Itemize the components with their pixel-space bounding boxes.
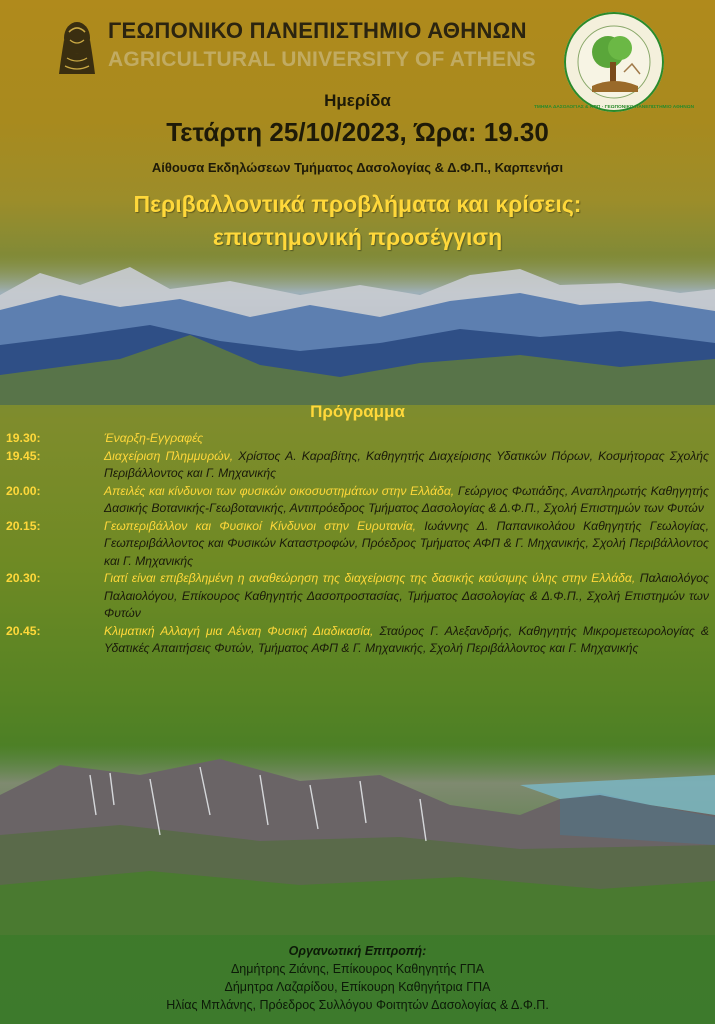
program-item [6, 570, 709, 623]
program-topic: Διαχείριση Πλημμυρών, [104, 448, 234, 463]
university-logo-icon [55, 18, 99, 76]
university-name-english: AGRICULTURAL UNIVERSITY OF ATHENS [108, 48, 536, 71]
event-title [0, 188, 715, 254]
program-time: 19.45: [6, 448, 41, 463]
program-topic: Γεωπεριβάλλον και Φυσικοί Κίνδυνοι στην Ευρυτανία, [104, 518, 417, 533]
program-time: 19.30: [6, 431, 41, 445]
committee-member: Δημήτρης Ζιάνης, Επίκουρος Καθηγητής ΓΠΑ [230, 962, 485, 976]
university-name-greek: ΓΕΩΠΟΝΙΚΟ ΠΑΝΕΠΙΣΤΗΜΙΟ ΑΘΗΝΩΝ [108, 18, 527, 43]
event-type: Ημερίδα [324, 91, 391, 110]
organizing-committee [0, 942, 715, 1014]
mountain-slope-image [0, 745, 715, 935]
committee-heading: Οργανωτική Επιτροπή: [288, 944, 427, 958]
program-topic: Κλιματική Αλλαγή μια Αέναη Φυσική Διαδικασία, [104, 623, 374, 638]
program-speaker: Γεώργιος Φωτιάδης, Αναπληρωτής Καθηγητής Δασικής Βοτανικής-Γεωβοτανικής, Αντιπρόεδρος Τμήματος Δασολογίας & Δ.Φ.Π., Σχολή Επιστημών των Φυτών [104, 483, 709, 515]
program-topic: Έναρξη-Εγγραφές [104, 431, 204, 445]
program-time: 20.15: [6, 518, 41, 533]
program-item [6, 430, 709, 448]
program-time: 20.45: [6, 623, 41, 638]
program-list [6, 430, 709, 658]
program-item [6, 483, 709, 518]
program-speaker: Ιωάννης Δ. Παπανικολάου Καθηγητής Γεωλογίας, Γεωπεριβάλλοντος και Φυσικών Καταστροφών, Πρόεδρος Τμήματος ΑΦΠ & Γ. Μηχανικής, Σχολή Περιβάλλοντος και Γ. Μηχανικής [104, 518, 709, 568]
program-item [6, 448, 709, 483]
program-speaker: Σταύρος Γ. Αλεξανδρής, Καθηγητής Μικρομετεωρολογίας & Υδατικές Απαιτήσεις Φυτών, Τμήματος ΑΦΠ & Γ. Μηχανικής, Σχολή Περιβάλλοντος και Γ. Μηχανικής [104, 623, 710, 655]
event-title-line-2: επιστημονική προσέγγιση [212, 224, 503, 250]
program-topic: Γιατί είναι επιβεβλημένη η αναθεώρηση της διαχείρισης της δασικής καύσιμης ύλης στην Ελλάδα, [104, 571, 636, 585]
program-item [6, 518, 709, 571]
program-speaker: Παλαιολόγος Παλαιολόγου, Επίκουρος Καθηγητής Δασοπροστασίας, Τμήματος Δασολογίας & Δ.Φ.Π., Σχολή Επιστημών των Φυτών [104, 571, 709, 620]
event-title-line-1: Περιβαλλοντικά προβλήματα και κρίσεις: [133, 191, 582, 217]
program-time: 20.30: [6, 571, 41, 585]
program-speaker: Χρίστος Α. Καραβίτης, Καθηγητής Διαχείρισης Υδατικών Πόρων, Κοσμήτορας Σχολής Περιβάλλοντος και Γ. Μηχανικής [104, 448, 709, 480]
event-date-time: Τετάρτη 25/10/2023, Ώρα: 19.30 [166, 117, 549, 147]
program-topic: Απειλές και κίνδυνοι των φυσικών οικοσυστημάτων στην Ελλάδα, [104, 483, 455, 498]
program-item [6, 623, 709, 658]
committee-member: Ηλίας Μπλάνης, Πρόεδρος Συλλόγου Φοιτητών Δασολογίας & Δ.Φ.Π. [166, 998, 549, 1012]
program-time: 20.00: [6, 483, 41, 498]
program-heading: Πρόγραμμα [310, 402, 405, 421]
mountain-landscape-image [0, 255, 715, 405]
event-venue: Αίθουσα Εκδηλώσεων Τμήματος Δασολογίας & Δ.Φ.Π., Καρπενήσι [151, 160, 564, 175]
committee-member: Δήμητρα Λαζαρίδου, Επίκουρη Καθηγήτρια ΓΠΑ [224, 980, 491, 994]
department-logo-label: ΤΜΗΜΑ ΔΑΣΟΛΟΓΙΑΣ & ΑΦΠ · ΓΕΩΠΟΝΙΚΟ ΠΑΝΕΠΙΣΤΗΜΙΟ ΑΘΗΝΩΝ [533, 105, 695, 110]
